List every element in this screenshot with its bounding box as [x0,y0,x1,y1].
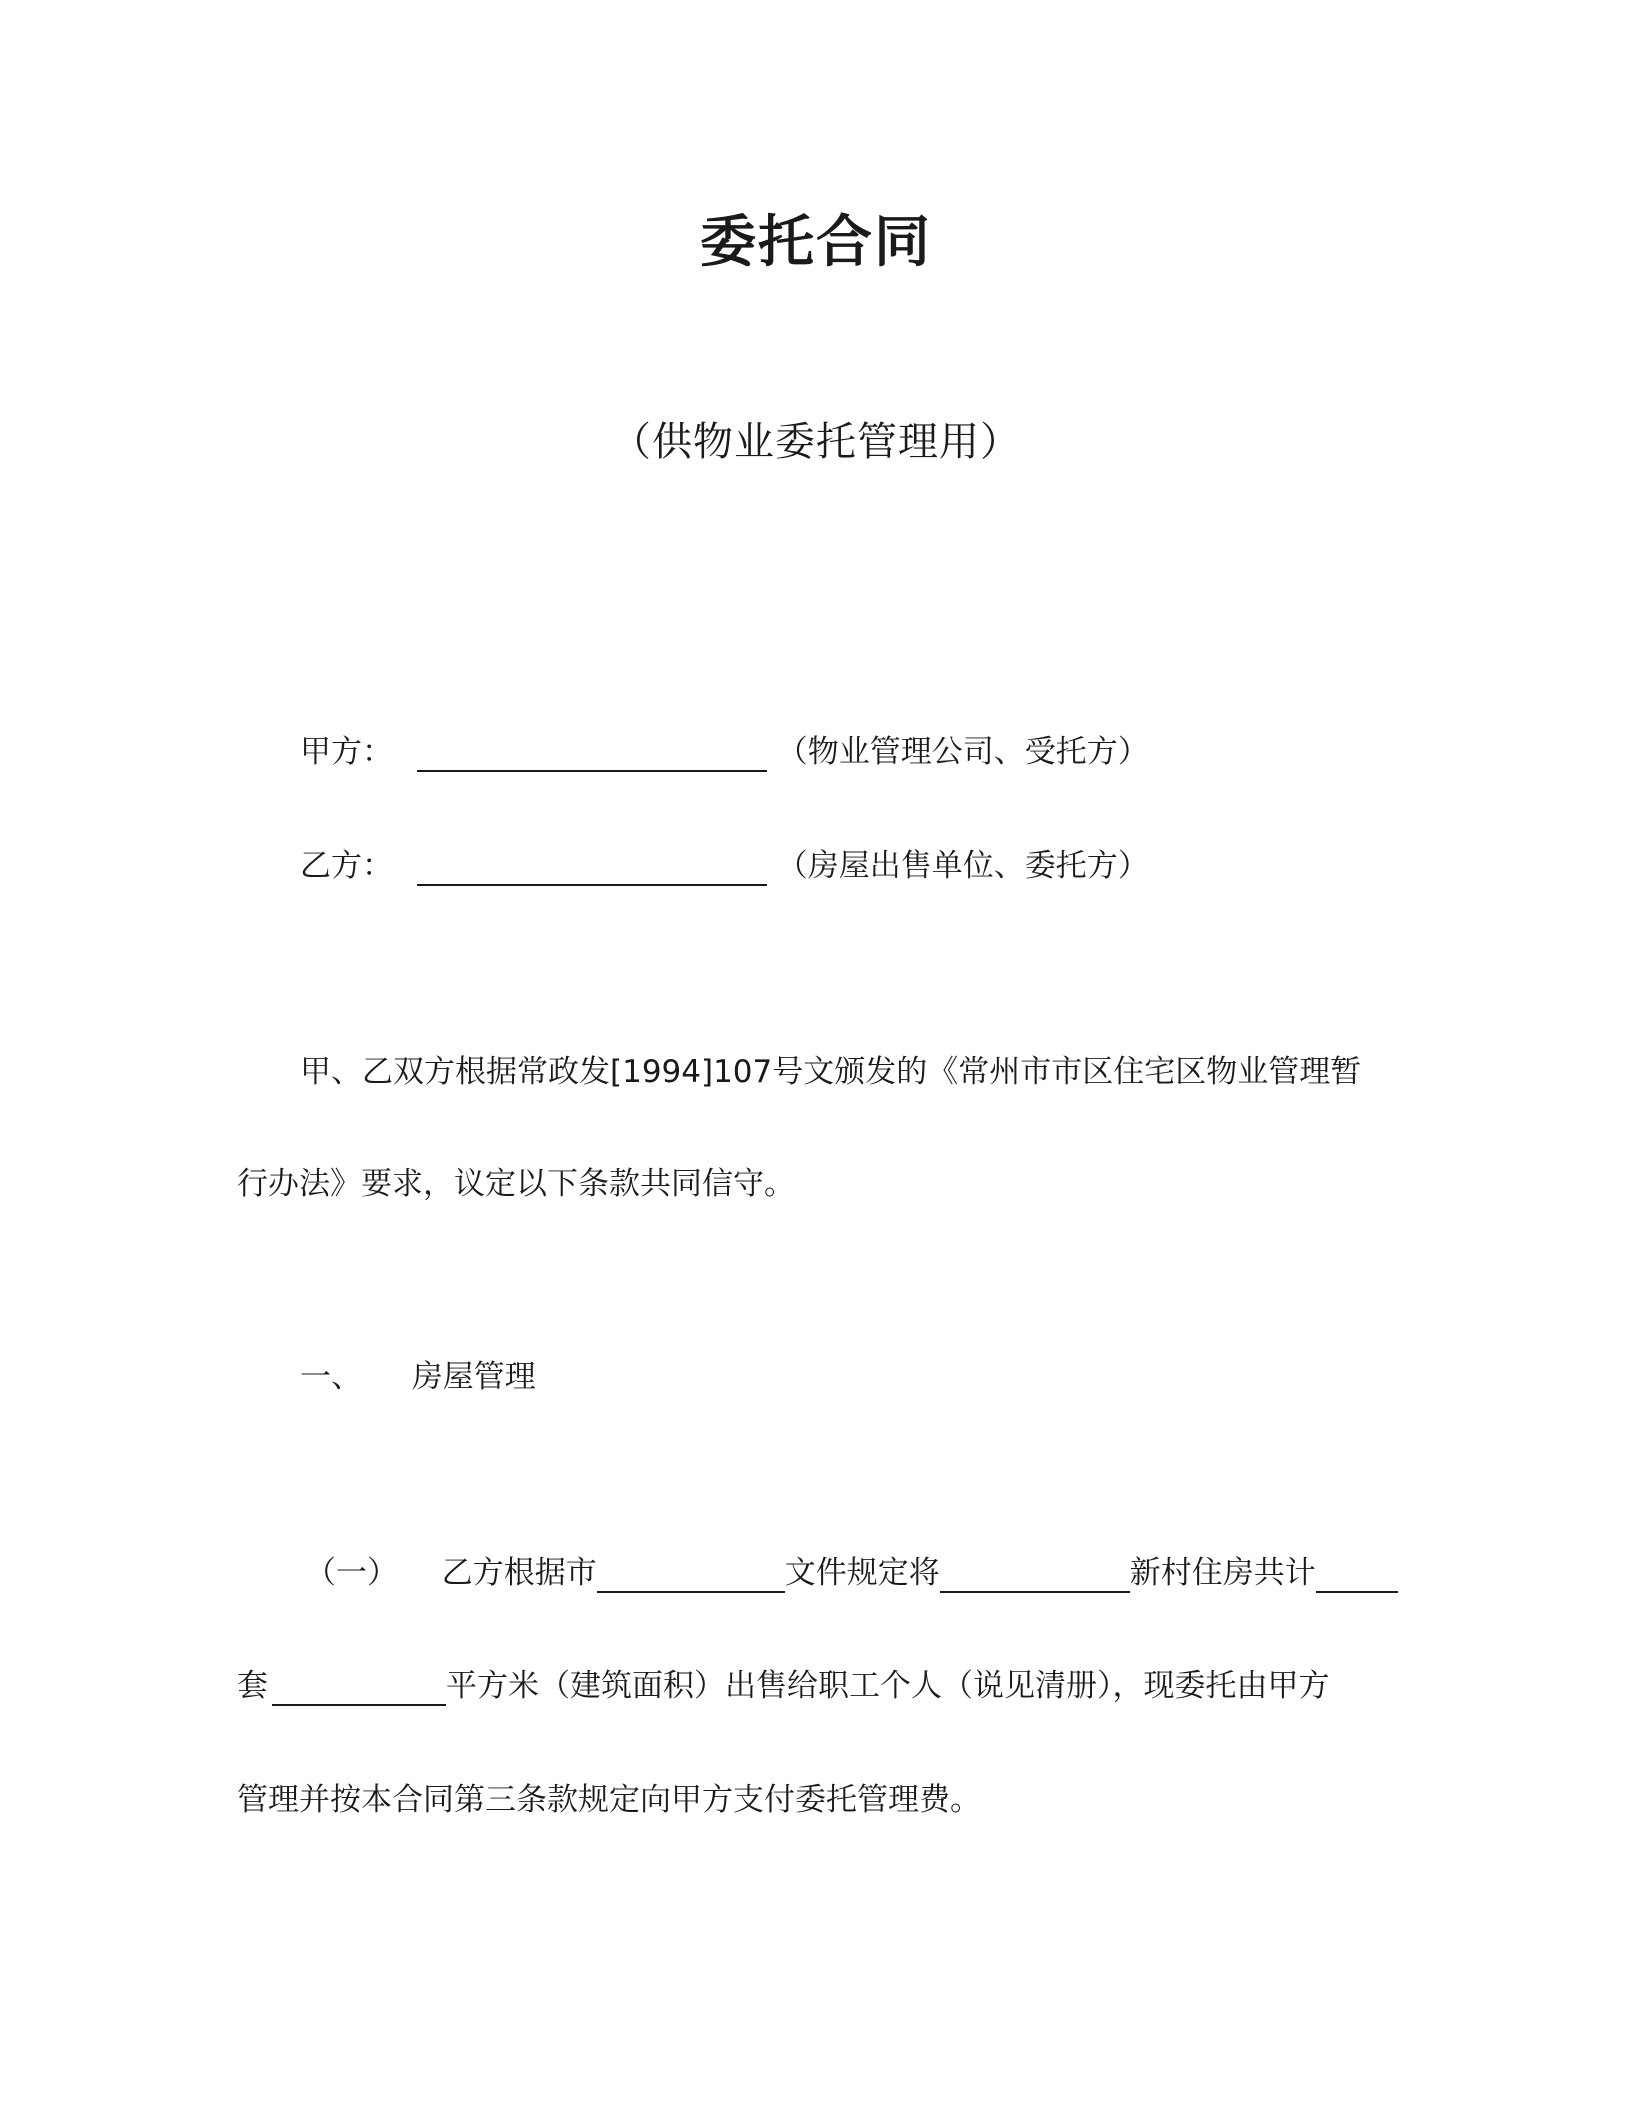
clause-1-seg4: 套 [237,1668,268,1704]
party-b-note: （房屋出售单位、委托方） [776,848,1149,884]
section-1-heading [300,1357,536,1397]
clause-1-label: （一） [305,1555,398,1591]
section-1-number: 一、 [300,1359,362,1395]
preamble-line-1: 甲、乙双方根据常政发[1994]107号文颁发的《常州市市区住宅区物业管理暂 [300,1054,1362,1090]
party-a-note: （物业管理公司、受托方） [776,734,1149,770]
clause-1-area-blank[interactable] [272,1672,446,1706]
clause-1-city-blank[interactable] [597,1559,785,1593]
party-b-blank[interactable] [417,852,767,886]
clause-1-line-2 [237,1666,1330,1706]
clause-1-seg1: 乙方根据市 [441,1555,597,1591]
clause-1-seg5: 平方米（建筑面积）出售给职工个人（说见清册），现委托由甲方 [446,1668,1330,1704]
party-a-line [300,732,1149,772]
preamble-line-2: 行办法》要求，议定以下条款共同信守。 [237,1166,795,1202]
party-b-label: 乙方： [300,848,393,884]
document-subtitle: （供物业委托管理用） [611,419,1021,465]
party-a-blank[interactable] [417,738,767,772]
document-title: 委托合同 [700,210,932,275]
clause-1-village-blank[interactable] [940,1559,1130,1593]
clause-1-line-3: 管理并按本合同第三条款规定向甲方支付委托管理费。 [237,1782,981,1818]
party-b-line [300,846,1149,886]
clause-1-count-blank[interactable] [1316,1559,1398,1593]
clause-1-seg2: 文件规定将 [784,1555,940,1591]
section-1-title: 房屋管理 [411,1359,536,1395]
clause-1-line-1 [305,1553,1398,1593]
clause-1-seg3: 新村住房共计 [1129,1555,1316,1591]
party-a-label: 甲方： [300,734,393,770]
